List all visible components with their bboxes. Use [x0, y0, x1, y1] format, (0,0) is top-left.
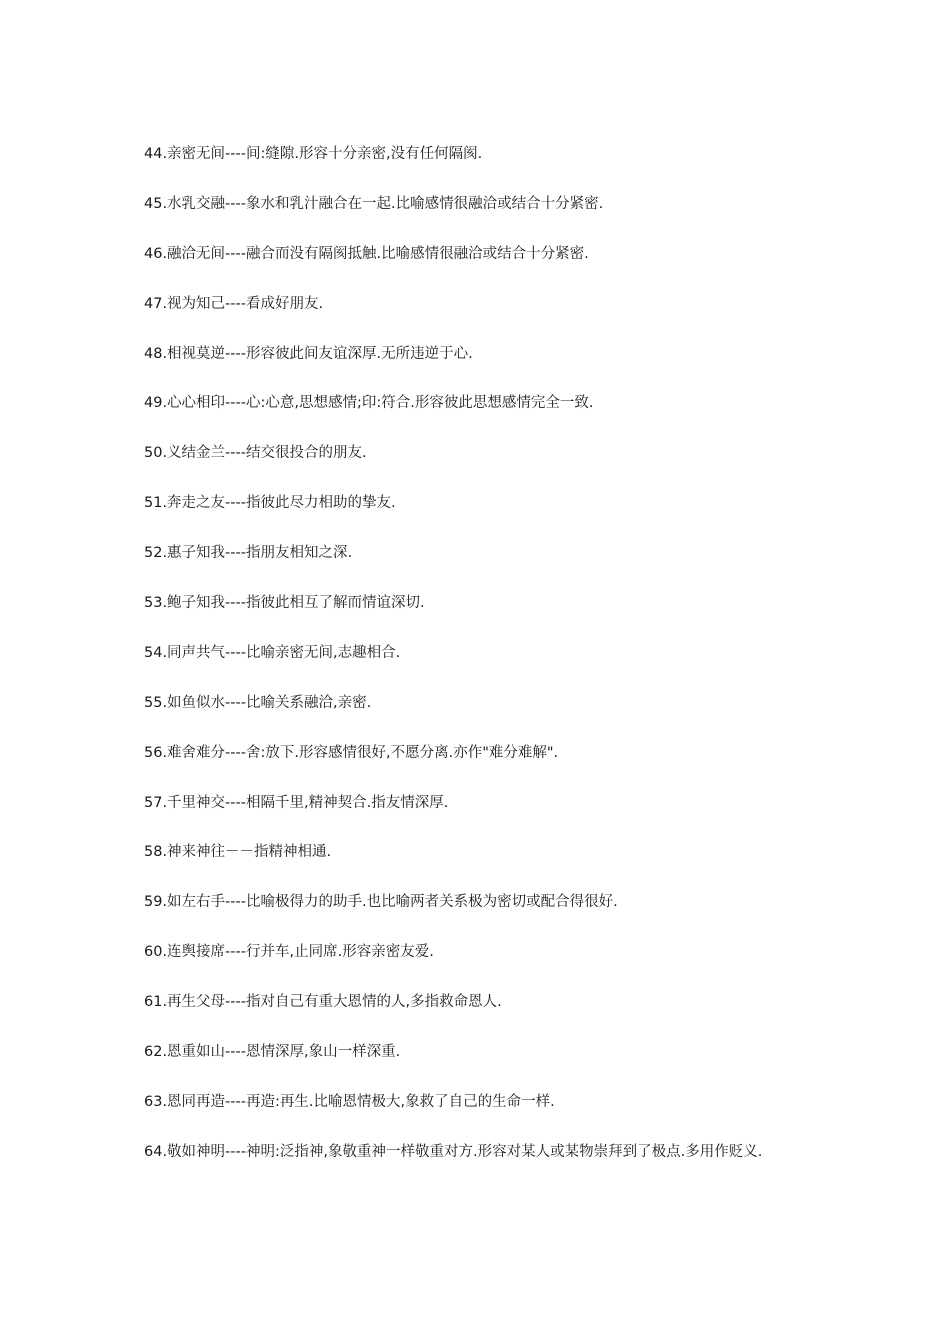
list-item: 63.恩同再造----再造:再生.比喻恩情极大,象救了自己的生命一样.	[144, 1093, 555, 1110]
list-item: 52.惠子知我----指朋友相知之深.	[144, 545, 353, 562]
list-item: 47.视为知己----看成好朋友.	[144, 295, 324, 312]
list-item: 51.奔走之友----指彼此尽力相助的挚友.	[144, 495, 396, 512]
list-item: 50.义结金兰----结交很投合的朋友.	[144, 445, 367, 462]
list-item: 58.神来神往－－指精神相通.	[144, 844, 332, 861]
list-item: 64.敬如神明----神明:泛指神,象敬重神一样敬重对方.形容对某人或某物崇拜到了极点.多用作贬义.	[144, 1143, 763, 1160]
list-item: 53.鲍子知我----指彼此相互了解而情谊深切.	[144, 595, 425, 612]
list-item: 56.难舍难分----舍:放下.形容感情很好,不愿分离.亦作"难分难解".	[144, 744, 559, 761]
list-item: 61.再生父母----指对自己有重大恩情的人,多指救命恩人.	[144, 994, 502, 1011]
list-item: 48.相视莫逆----形容彼此间友谊深厚.无所违逆于心.	[144, 345, 473, 362]
list-item: 62.恩重如山----恩情深厚,象山一样深重.	[144, 1044, 401, 1061]
list-item: 57.千里神交----相隔千里,精神契合.指友情深厚.	[144, 794, 449, 811]
list-item: 46.融洽无间----融合而没有隔阂抵触.比喻感情很融洽或结合十分紧密.	[144, 245, 589, 262]
list-item: 55.如鱼似水----比喻关系融洽,亲密.	[144, 694, 372, 711]
list-item: 54.同声共气----比喻亲密无间,志趣相合.	[144, 644, 401, 661]
list-item: 45.水乳交融----象水和乳汁融合在一起.比喻感情很融洽或结合十分紧密.	[144, 195, 604, 212]
list-item: 49.心心相印----心:心意,思想感情;印:符合.形容彼此思想感情完全一致.	[144, 395, 594, 412]
list-item: 44.亲密无间----间:缝隙.形容十分亲密,没有任何隔阂.	[144, 146, 483, 162]
list-item: 60.连舆接席----行并车,止同席.形容亲密友爱.	[144, 944, 434, 961]
list-item: 59.如左右手----比喻极得力的助手.也比喻两者关系极为密切或配合得很好.	[144, 894, 618, 911]
idiom-list	[144, 142, 814, 1164]
